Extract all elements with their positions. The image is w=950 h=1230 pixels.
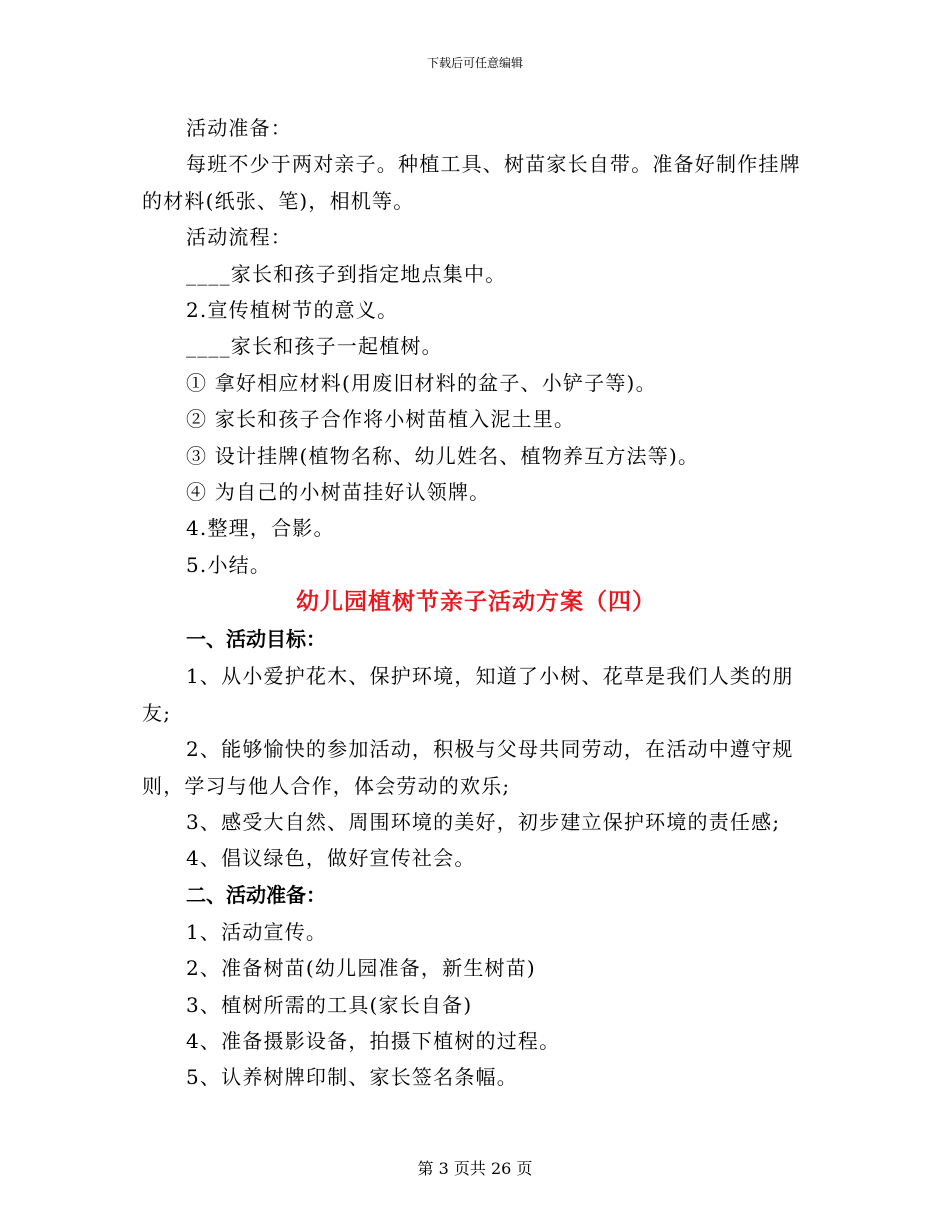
page-footer: 第 3 页共 26 页: [417, 1159, 533, 1178]
document-body: [142, 110, 810, 1096]
paragraph: 活动流程：: [186, 225, 292, 250]
list-item: 5、认养树牌印制、家长签名条幅。: [186, 1065, 518, 1090]
section-heading: 一、活动目标：: [186, 627, 326, 652]
list-item: 4、倡议绿色，做好宣传社会。: [186, 846, 476, 871]
paragraph: 4.整理，合影。: [186, 516, 335, 541]
paragraph: ③ 设计挂牌(植物名称、幼儿姓名、植物养互方法等)。: [186, 443, 700, 468]
paragraph: ② 家长和孩子合作将小树苗植入泥土里。: [186, 407, 576, 432]
list-item: 2、能够愉快的参加活动，积极与父母共同劳动，在活动中遵守规则，学习与他人合作，体会劳动的欢乐;: [142, 737, 794, 798]
list-item: 1、从小爱护花木、保护环境，知道了小树、花草是我们人类的朋友;: [142, 664, 794, 725]
page-header: 下载后可任意编辑: [426, 56, 523, 70]
list-item: 3、感受大自然、周围环境的美好，初步建立保护环境的责任感;: [186, 809, 781, 834]
paragraph: ① 拿好相应材料(用废旧材料的盆子、小铲子等)。: [186, 370, 657, 395]
list-item: 3、植树所需的工具(家长自备): [186, 992, 473, 1017]
paragraph: 2.宣传植树节的意义。: [186, 298, 399, 323]
paragraph: ____家长和孩子到指定地点集中。: [186, 261, 507, 286]
paragraph: 5.小结。: [186, 552, 272, 577]
section-heading: 二、活动准备：: [186, 882, 326, 907]
paragraph: 每班不少于两对亲子。种植工具、树苗家长自带。准备好制作挂牌的材料(纸张、笔)，相机等。: [142, 152, 801, 213]
paragraph: ____家长和孩子一起植树。: [186, 334, 443, 359]
paragraph: 活动准备：: [186, 116, 292, 140]
list-item: 1、活动宣传。: [186, 919, 328, 944]
list-item: 2、准备树苗(幼儿园准备，新生树苗): [186, 956, 536, 981]
paragraph: ④ 为自己的小树苗挂好认领牌。: [186, 480, 491, 505]
list-item: 4、准备摄影设备，拍摄下植树的过程。: [186, 1028, 561, 1053]
section-title: 幼儿园植树节亲子活动方案（四）: [296, 588, 656, 616]
